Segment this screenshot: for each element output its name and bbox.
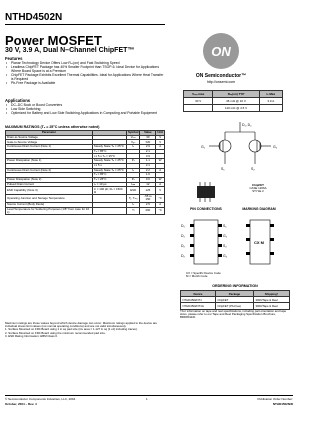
cell: 46 mΩ @ 10 V xyxy=(213,98,259,105)
chipfet-package-drawing xyxy=(193,182,221,204)
page-title: Power MOSFET xyxy=(5,33,102,48)
table-cell: Vₓₛₛ xyxy=(126,135,139,140)
applications-heading: Applications xyxy=(5,98,31,103)
col-header: Iₓ Max xyxy=(259,91,282,98)
cell: 30 V xyxy=(184,98,213,105)
table-cell: A xyxy=(156,202,165,207)
table-cell: Tₐ = 25°C xyxy=(92,177,126,182)
footer-rule xyxy=(5,395,293,396)
note: Maximum ratings are those values beyond which device damage can occur. Maximum ratings applied to the device are individual stress limit values (not normal operating conditions) and are not valid simultaneously. xyxy=(5,321,157,329)
col-header: Rₓₛ(on) TYP xyxy=(213,91,259,98)
note: 2. Surface Mounted on FR4 Board using the minimum recommended pad size. xyxy=(5,330,106,335)
table-cell: Continuous Drain Current (Note 2) xyxy=(6,168,93,173)
table-cell: 2.5 xyxy=(140,202,156,207)
feature-item: • Planar Technology Device Offers Low Rₓₛ(on) and Fast Switching Speed xyxy=(5,61,165,65)
ordering-note: †For information on tape and reel specifications, including part orientation and tape sizes, please refer to our Tape and Reel Packaging Specification Brochure, BRD8011/D. xyxy=(180,309,287,320)
pin-label: G₁ xyxy=(223,234,227,238)
col-header: Vₓₛₛ max xyxy=(184,91,213,98)
table-cell: Steady State Tₐ = 25°C xyxy=(92,168,126,173)
page-number: 1 xyxy=(146,397,148,401)
table-cell: A xyxy=(156,168,165,173)
feature-item: • Pb-Free Package is Available xyxy=(5,81,165,85)
cell: 3.9 A xyxy=(259,98,282,105)
table-cell: °C xyxy=(156,207,165,215)
table-cell: W xyxy=(156,177,165,182)
table-cell: Source Current (Body Diode) xyxy=(6,202,93,207)
table-cell: 125 xyxy=(140,187,156,195)
feature-item: • ChipFET Package Exhibits Excellent Thermal Capabilities. Ideal for Applications Where Heat Transfer is Required xyxy=(5,73,165,81)
cell: 110 mΩ @ 4.5 V xyxy=(213,105,259,112)
table-cell: t ≤ 5 s Tₐ = 25°C xyxy=(92,154,126,159)
table-cell: °C xyxy=(156,195,165,203)
table-cell xyxy=(92,195,126,203)
on-semiconductor-logo xyxy=(203,33,239,69)
table-cell: 2.1 xyxy=(140,163,156,168)
cell xyxy=(259,105,282,112)
table-cell: 1.6 xyxy=(140,173,156,178)
ordering-heading: ORDERING INFORMATION xyxy=(212,284,258,288)
pin-label: S₂ xyxy=(223,244,227,248)
package-style: STYLE 2 xyxy=(252,189,264,194)
pin-label: G₂ xyxy=(223,254,228,258)
table-row xyxy=(184,105,283,112)
marking-diagram xyxy=(240,216,280,268)
cell: NTHD4502NT1G xyxy=(181,303,216,309)
table-cell: 3.9 xyxy=(140,154,156,159)
col-header: Package xyxy=(215,291,253,297)
table-cell: 30 xyxy=(140,135,156,140)
features-list xyxy=(5,61,165,86)
table-cell: V xyxy=(156,187,165,195)
table-cell: 2.2 xyxy=(140,168,156,173)
table-cell: Steady State Tₐ = 25°C xyxy=(92,145,126,150)
table-cell: Tₐ = 85°C xyxy=(92,173,126,178)
table-cell: ±20 xyxy=(140,140,156,145)
table-cell: Iₓₘ xyxy=(126,182,139,187)
package-name: ChipFET xyxy=(252,183,264,187)
table-cell: Power Dissipation (Note 2) xyxy=(6,177,93,182)
schematic-label: G₂ xyxy=(273,145,278,149)
package-info xyxy=(238,184,278,194)
table-cell: Pₓ xyxy=(126,159,139,164)
notes-block xyxy=(5,322,165,338)
note: 3. ESD Rating Information: HBM Class II. xyxy=(5,333,58,338)
table-row xyxy=(6,187,165,195)
subtitle: 30 V, 3.9 A, Dual N–Channel ChipFET™ xyxy=(5,47,135,54)
package-case: CASE 1206A xyxy=(249,186,267,191)
publication-number: NTHD4502N/D xyxy=(272,402,293,406)
pin-label: D₁ xyxy=(181,234,185,238)
pin-label: D₁ xyxy=(181,224,185,228)
cell: ChipFET xyxy=(215,297,253,303)
website-link[interactable]: http://onsemi.com xyxy=(206,80,236,84)
table-cell: Pulsed Drain Current xyxy=(6,182,93,187)
col-header: Device xyxy=(181,291,216,297)
table-cell: Steady State Tₐ = 25°C xyxy=(92,159,126,164)
marking-code: CX M xyxy=(254,240,264,245)
schematic-label: S₁ xyxy=(221,167,225,171)
cell: ChipFET (Pb-Free) xyxy=(215,303,253,309)
table-cell: Tⱼ, Tₛₜ₉ xyxy=(126,195,139,203)
table-cell: Operating Junction and Storage Temperature xyxy=(6,195,93,203)
table-cell: t ≤ 5 s xyxy=(92,163,126,168)
table-cell: tₚ = 10 µs xyxy=(92,182,126,187)
table-cell: 2.1 xyxy=(140,149,156,154)
table-cell: 2.9 xyxy=(140,145,156,150)
application-item: • DC–DC Buck or Boost Converters xyxy=(5,103,165,107)
table-cell: V xyxy=(156,140,165,145)
feature-item: • Leadless ChipFET Package has 40% Smaller Footprint than TSOP-6. Ideal Device for Applications Where Board Space is at a Premium xyxy=(5,65,165,73)
table-row xyxy=(184,98,283,105)
schematic-label: D₁, D₂ xyxy=(242,123,252,127)
date-revision: October, 2004 – Rev. 4 xyxy=(5,402,37,406)
max-ratings-heading: MAXIMUM RATINGS (Tₐ = 25°C unless otherwise noted) xyxy=(5,125,100,129)
table-cell: 12 xyxy=(140,182,156,187)
table-cell: Tₐ = 85°C xyxy=(92,149,126,154)
table-cell: A xyxy=(156,182,165,187)
legend-line: M = Month Code xyxy=(186,274,208,279)
cell: NTHD4502NT1 xyxy=(181,297,216,303)
col-header: Value xyxy=(140,131,156,136)
table-cell: V xyxy=(156,135,165,140)
col-header: Unit xyxy=(157,130,163,135)
table-cell: Power Dissipation (Note 1) xyxy=(6,159,93,164)
schematic-label: G₁ xyxy=(201,145,205,149)
legend-line: CX = Specific Device Code xyxy=(186,271,221,275)
marking-diagram-label: MARKING DIAGRAM xyxy=(242,207,276,211)
copyright: © Semiconductor Components Industries, LLC, 2004 xyxy=(5,397,76,401)
table-cell: Tₗ xyxy=(126,207,139,215)
pin-connections-diagram xyxy=(180,216,232,268)
pin-label: D₂ xyxy=(181,244,185,248)
application-item: • Low Side Switching xyxy=(5,107,165,111)
spec-summary-table xyxy=(183,90,283,112)
table-cell: Iₓ xyxy=(126,145,139,150)
table-cell: ESD Capability (Note 3) xyxy=(6,187,93,195)
table-cell xyxy=(92,207,126,215)
table-cell: ESD xyxy=(126,187,139,195)
part-number: NTHD4502N xyxy=(5,12,63,23)
logo-text: ON xyxy=(211,43,231,59)
application-item: • Optimized for Battery and Low Side Switching Applications in Computing and Portable Equipment xyxy=(5,111,165,115)
table-cell: V₉ₛ xyxy=(126,140,139,145)
cell: 3000/Tape & Reel xyxy=(253,303,289,309)
table-cell: 260 xyxy=(140,207,156,215)
table-cell: Continuous Drain Current (Note 1) xyxy=(6,145,93,150)
table-cell: Iₛ xyxy=(126,202,139,207)
cell xyxy=(184,105,213,112)
table-cell: A xyxy=(156,145,165,150)
cell: 3000/Tape & Reel xyxy=(253,297,289,303)
company-name: ON Semiconductor™ xyxy=(195,73,247,79)
pin-connections-label: PIN CONNECTIONS xyxy=(190,207,222,211)
table-cell: 1.1 xyxy=(140,159,156,164)
table-cell: Iₓ xyxy=(126,168,139,173)
ordering-table xyxy=(180,290,290,310)
col-header: Symbol xyxy=(127,130,139,135)
top-rule xyxy=(5,24,165,25)
applications-list xyxy=(5,103,165,115)
mosfet-schematic xyxy=(195,118,285,176)
table-cell: Pₓ xyxy=(126,177,139,182)
pin-label: D₂ xyxy=(181,254,185,258)
col-header: Parameter xyxy=(6,131,93,136)
table-cell: 0.6 xyxy=(140,177,156,182)
pin-label: S₁ xyxy=(223,224,227,228)
table-cell: Lead Temperature for Soldering Purposes (1/8″ from case for 10 s) xyxy=(6,207,93,215)
features-heading: Features xyxy=(5,56,23,61)
table-cell: W xyxy=(156,159,165,164)
marking-legend xyxy=(186,272,286,278)
col-header: Shipping† xyxy=(253,291,289,297)
max-ratings-table xyxy=(5,130,165,215)
table-row xyxy=(6,207,165,215)
schematic-label: S₂ xyxy=(251,167,255,171)
table-cell: -55 to 150 xyxy=(140,195,156,203)
table-cell: Gate-to-Source Voltage xyxy=(6,140,93,145)
publication-label: Publication Order Number: xyxy=(257,397,293,401)
note: 1. Surface Mounted on FR4 Board using 1 in sq pad size (Cu area = 1.127 in sq [1 oz] including traces). xyxy=(5,327,138,332)
table-cell: Drain-to-Source Voltage xyxy=(6,135,93,140)
table-cell: C = 100 pF, Rₛ = 1500 Ω xyxy=(92,187,126,195)
